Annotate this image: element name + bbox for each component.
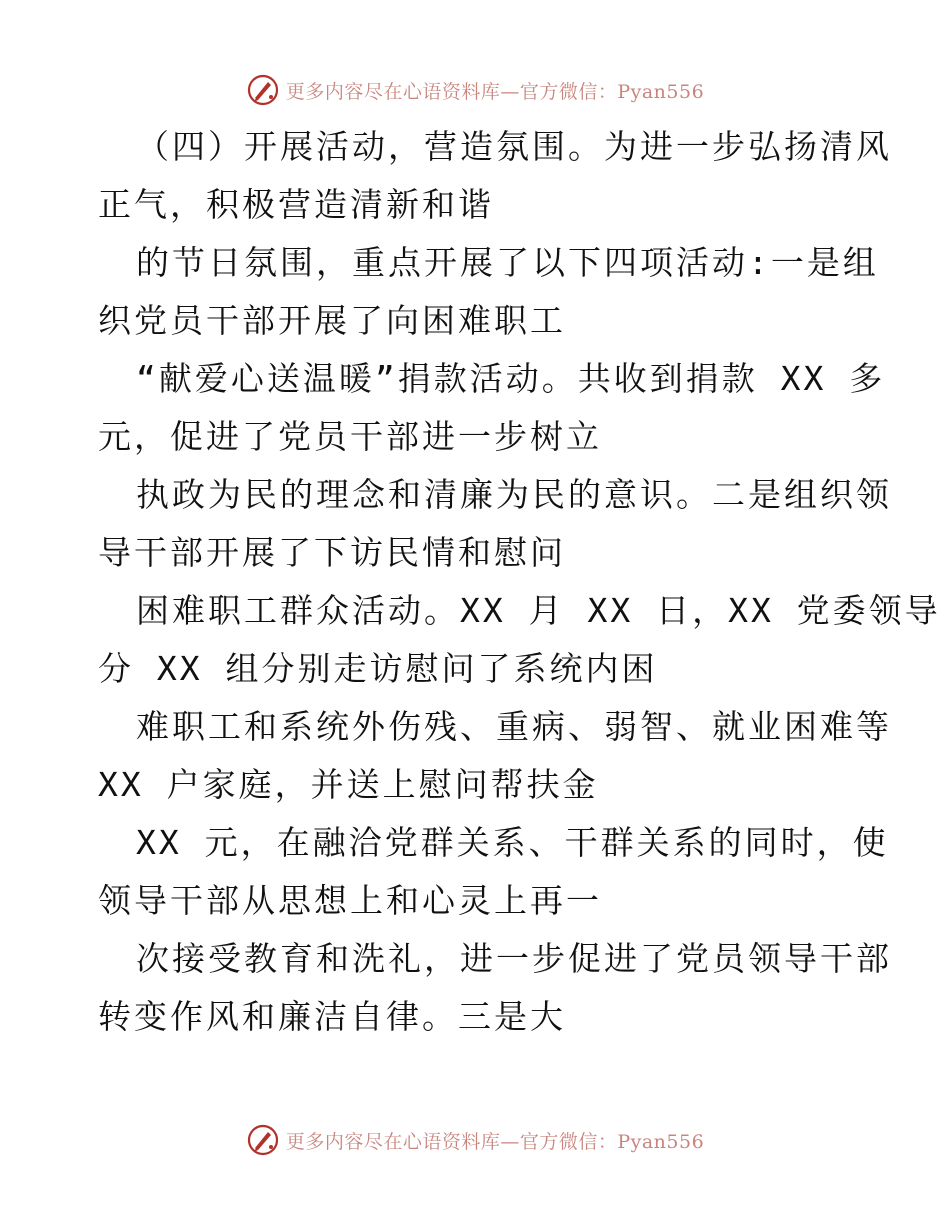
body-line: “献爱心送温暖”捐款活动。共收到捐款 XX 多	[136, 359, 886, 398]
footer-watermark	[0, 1120, 950, 1160]
body-text	[98, 118, 941, 1046]
header-watermark-text: 更多内容尽在心语资料库—官方微信：Pyan556	[285, 80, 705, 103]
body-line: 的节日氛围，重点开展了以下四项活动:一是组	[136, 243, 879, 282]
header-watermark	[0, 70, 950, 110]
body-line: 正气，积极营造清新和谐	[98, 185, 494, 224]
body-line: 转变作风和廉洁自律。三是大	[98, 997, 566, 1036]
footer-watermark-text: 更多内容尽在心语资料库—官方微信：Pyan556	[285, 1130, 705, 1153]
body-line: XX 元，在融洽党群关系、干群关系的同时，使	[136, 823, 889, 862]
body-line: 导干部开展了下访民情和慰问	[98, 533, 566, 572]
body-line: XX 户家庭，并送上慰问帮扶金	[98, 765, 599, 804]
body-line: 次接受教育和洗礼，进一步促进了党员领导干部	[136, 939, 892, 978]
quill-pen-logo-icon	[246, 1123, 280, 1157]
quill-pen-logo-icon	[246, 73, 280, 107]
body-line: 困难职工群众活动。XX 月 XX 日，XX 党委领导	[136, 591, 941, 630]
body-line: 元，促进了党员干部进一步树立	[98, 417, 602, 456]
body-line: 分 XX 组分别走访慰问了系统内困	[98, 649, 658, 688]
body-line: 领导干部从思想上和心灵上再一	[98, 881, 602, 920]
body-line: （四）开展活动，营造氛围。为进一步弘扬清风	[136, 127, 892, 166]
body-line: 执政为民的理念和清廉为民的意识。二是组织领	[136, 475, 892, 514]
body-line: 织党员干部开展了向困难职工	[98, 301, 566, 340]
body-line: 难职工和系统外伤残、重病、弱智、就业困难等	[136, 707, 892, 746]
